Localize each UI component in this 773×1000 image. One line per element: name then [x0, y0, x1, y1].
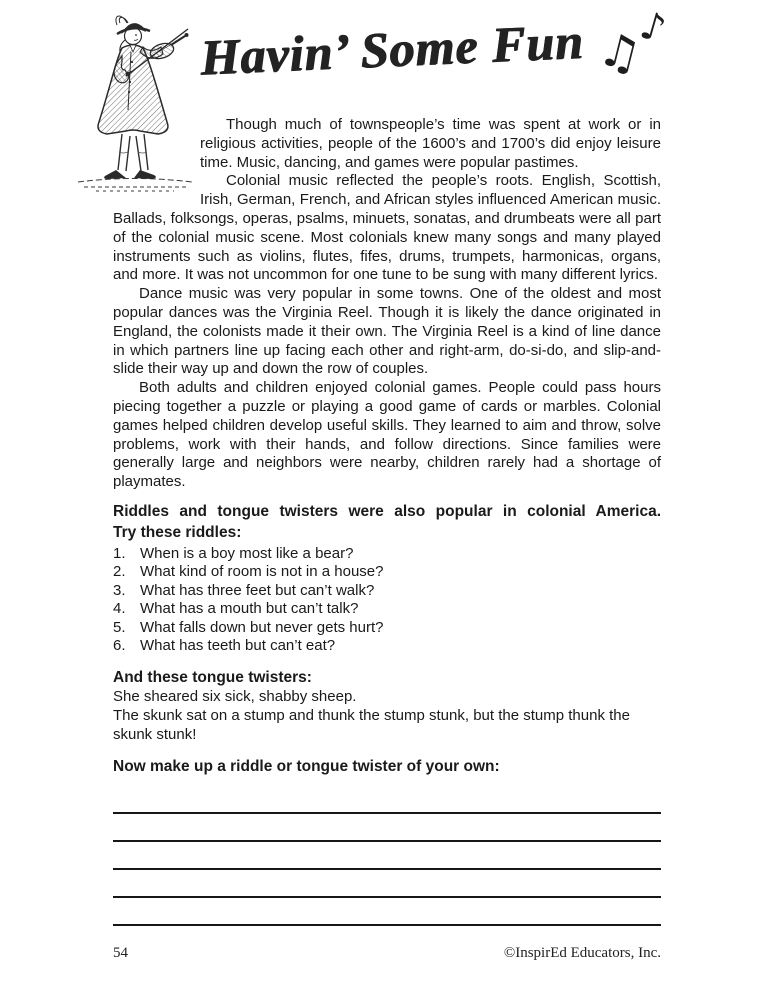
riddle-item [113, 582, 661, 601]
riddle-text: When is a boy most like a bear? [140, 544, 354, 562]
answer-lines [113, 786, 661, 926]
riddle-list [113, 545, 661, 656]
page-title: Havin’ Some Fun [198, 12, 585, 86]
riddle-text: What falls down but never gets hurt? [140, 618, 384, 636]
paragraph-dance-music: Dance music was very popular in some towns. One of the oldest and most popular dances was the Virginia Reel. Though it is likely the dance originated in England, the colonists made it their own. The Virginia Reel is a kind of line dance in which partners line up facing each other and right-arm, do-si-do, and slip-and-slide their way up and down the row of couples. [113, 285, 661, 378]
answer-line [113, 814, 661, 842]
tongue-twister-sheep: She sheared six sick, shabby sheep. [113, 687, 357, 705]
riddle-number: 4. [113, 600, 126, 618]
copyright: ©InspirEd Educators, Inc. [503, 945, 661, 962]
tongue-twister-skunk: The skunk sat on a stump and thunk the stump stunk, but the stump thunk the skunk stunk! [113, 706, 630, 743]
answer-line [113, 870, 661, 898]
eighth-note-icon: ♪ [635, 2, 671, 52]
beamed-eighth-notes-icon: ♫ [593, 20, 647, 84]
riddle-item [113, 619, 661, 638]
page-footer [113, 945, 661, 962]
fiddler-engraving-svg [70, 10, 200, 195]
riddle-text: What has a mouth but can’t talk? [140, 600, 359, 618]
riddle-text: What has three feet but can’t walk? [140, 581, 375, 599]
riddle-number: 6. [113, 637, 126, 655]
riddle-number: 1. [113, 544, 126, 562]
riddle-number: 5. [113, 618, 126, 636]
riddle-item [113, 637, 661, 656]
riddle-text: What kind of room is not in a house? [140, 563, 384, 581]
paragraph-leisure-time: Though much of townspeople’s time was spent at work or in religious activities, people of the 1600’s and 1700’s did enjoy leisure time. Music, dancing, and games were popular pastimes. [200, 116, 661, 171]
answer-line [113, 786, 661, 814]
answer-line [113, 842, 661, 870]
riddle-item [113, 600, 661, 619]
riddle-text: What has teeth but can’t eat? [140, 637, 336, 655]
page-number: 54 [113, 945, 128, 962]
riddle-number: 3. [113, 581, 126, 599]
riddle-item [113, 563, 661, 582]
tongue-twisters-heading: And these tongue twisters: [113, 668, 312, 686]
make-your-own-heading: Now make up a riddle or tongue twister of your own: [113, 758, 500, 776]
answer-line [113, 898, 661, 926]
paragraph-colonial-music: Colonial music reflected the people’s roots. English, Scottish, Irish, German, French, and African styles influenced American music. Ballads, folksongs, operas, psalms, minuets, sonatas, and drumbeats were all part of the colonial music scene. Most colonials knew many songs and many played instruments such as violins, flutes, fifes, drums, trumpets, harmonicas, organs, and more. It was not uncommon for one tune to be sung with many different lyrics. [113, 172, 661, 284]
riddle-item [113, 545, 661, 564]
riddle-number: 2. [113, 563, 126, 581]
riddles-heading-line2: Try these riddles: [113, 523, 242, 541]
colonial-fiddler-illustration [70, 10, 200, 195]
riddles-heading-line1: Riddles and tongue twisters were also popular in colonial America. [113, 502, 661, 520]
paragraph-colonial-games: Both adults and children enjoyed colonial games. People could pass hours piecing together a puzzle or playing a good game of cards or marbles. Colonial games helped children develop useful skills. They learned to aim and throw, solve problems, work with their hands, and follow directions. Since families were generally large and neighbors were nearby, children rarely had a shortage of playmates. [113, 379, 661, 491]
